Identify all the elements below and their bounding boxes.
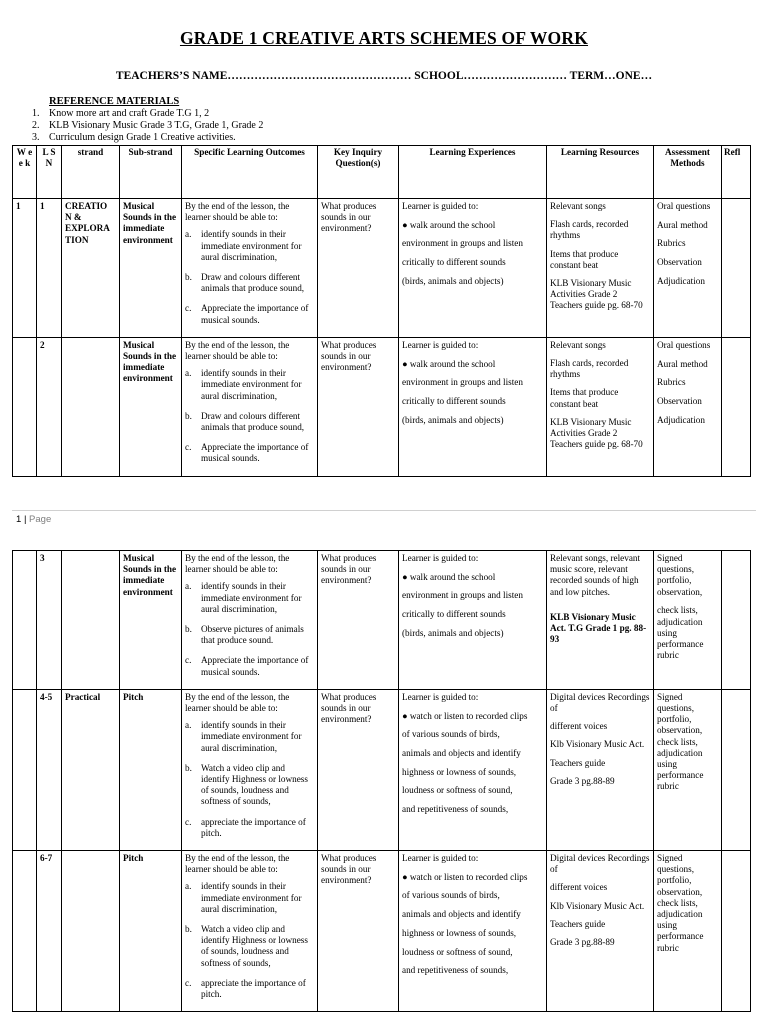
cell-learning-experiences: Learner is guided to: ● watch or listen to recorded clips of various sounds of birds, animals and objects and identify highness or lowness of sounds, loudness or softness of sound, and repetitiveness of sounds, [399,689,547,850]
cell-substrand: Musical Sounds in the immediate environment [120,337,182,476]
cell-assessment-methods: Signed questions, portfolio, observation, check lists, adjudication using performance rubric [654,689,722,850]
outcome-item: a. identify sounds in their immediate environment for aural discrimination, [185,720,302,753]
cell-inquiry-question: What produces sounds in our environment? [318,551,399,690]
outcome-item: c. Appreciate the importance of musical sounds. [185,303,309,325]
cell-learning-experiences: Learner is guided to: ● walk around the school environment in groups and listen critically to different sounds (birds, animals and objects) [399,199,547,338]
outcome-item: b. Draw and colours different animals that produce sound, [185,410,305,433]
outcome-item: b. Draw and colours different animals that produce sound, [185,272,305,294]
cell-strand [62,337,120,476]
outcome-item: a. identify sounds in their immediate environment for aural discrimination, [185,368,302,401]
header-assessment: Assessment Methods [654,146,722,199]
cell-assessment-methods: Signed questions, portfolio, observation, check lists, adjudication using performance rubric [654,551,722,690]
header-experiences: Learning Experiences [399,146,547,199]
header-substrand: Sub-strand [120,146,182,199]
cell-reflection [722,851,751,1012]
document-title: GRADE 1 CREATIVE ARTS SCHEMES OF WORK [179,28,589,48]
cell-inquiry-question: What produces sounds in our environment? [318,199,399,338]
cell-lsn: 6-7 [37,851,62,1012]
cell-inquiry-question: What produces sounds in our environment? [318,337,399,476]
table-row [13,689,751,850]
teachers-line: TEACHERS’S NAME………………………………………… SCHOOL……………………… TERM…ONE… [115,70,653,82]
cell-learning-experiences: Learner is guided to: ● walk around the school environment in groups and listen critically to different sounds (birds, animals and objects) [399,551,547,690]
cell-assessment-methods: Signed questions, portfolio, observation, check lists, adjudication using performance rubric [654,851,722,1012]
cell-lsn: 1 [37,199,62,338]
table-row [13,199,751,338]
cell-reflection [722,199,751,338]
header-strand: strand [62,146,120,199]
cell-assessment-methods: Oral questions Aural method Rubrics Observation Adjudication [654,199,722,338]
cell-learning-experiences: Learner is guided to: ● walk around the school environment in groups and listen critically to different sounds (birds, animals and objects) [399,337,547,476]
outcome-item: c. Appreciate the importance of musical sounds. [185,655,309,677]
outcome-item: a. identify sounds in their immediate environment for aural discrimination, [185,229,302,262]
reference-list [32,108,263,144]
outcome-item: a. identify sounds in their immediate environment for aural discrimination, [185,581,302,614]
cell-strand [62,851,120,1012]
outcome-item: c. Appreciate the importance of musical sounds. [185,442,309,464]
cell-reflection [722,551,751,690]
page-separator [12,510,756,511]
cell-week [13,337,37,476]
cell-inquiry-question: What produces sounds in our environment? [318,689,399,850]
cell-lsn: 3 [37,551,62,690]
cell-learning-resources: Relevant songs Flash cards, recorded rhythms Items that produce constant beat KLB Visionary Music Activities Grade 2 Teachers guide pg. 68-70 [547,337,654,476]
cell-week [13,851,37,1012]
outcome-item: b. Watch a video clip and identify Highness or lowness of sounds, loudness and softness of sounds, [185,924,308,968]
reference-heading: REFERENCE MATERIALS [49,96,180,107]
outcome-item: c. appreciate the importance of pitch. [185,816,306,838]
reference-item: 3. Curriculum design Grade 1 Creative activities. [32,132,236,143]
cell-learning-resources: Relevant songs Flash cards, recorded rhythms Items that produce constant beat KLB Visionary Music Activities Grade 2 Teachers guide pg. 68-70 [547,199,654,338]
cell-week [13,689,37,850]
cell-strand: CREATIO N & EXPLORA TION [62,199,120,338]
cell-lsn: 2 [37,337,62,476]
cell-learning-outcomes: By the end of the lesson, the learner should be able to: a. identify sounds in their immediate environment for aural discrimination, b. Draw and colours different animals that produce sound, c. Appreciate the importance of musical sounds. [182,337,318,476]
cell-substrand: Musical Sounds in the immediate environment [120,199,182,338]
table-row [13,337,751,476]
schemes-table-page-1 [12,145,751,477]
reference-item: 2. KLB Visionary Music Grade 3 T.G, Grade 1, Grade 2 [32,120,264,131]
table-row [13,851,751,1012]
cell-week [13,551,37,690]
cell-lsn: 4-5 [37,689,62,850]
page-label: Page [29,514,52,525]
page-number: 1 [16,514,22,525]
cell-learning-experiences: Learner is guided to: ● watch or listen to recorded clips of various sounds of birds, animals and objects and identify highness or lowness of sounds, loudness or softness of sound, and repetitiveness of sounds, [399,851,547,1012]
cell-learning-outcomes: By the end of the lesson, the learner should be able to: a. identify sounds in their immediate environment for aural discrimination, b. Watch a video clip and identify Highness or lowness of sounds, loudness and softness of sounds, c. appreciate the importance of pitch. [182,689,318,850]
cell-strand [62,551,120,690]
header-week: W e e k [13,146,37,199]
cell-learning-resources: Digital devices Recordings of different voices Klb Visionary Music Act. Teachers guide Grade 3 pg.88-89 [547,851,654,1012]
outcome-item: b. Observe pictures of animals that produce sound. [185,624,304,646]
schemes-table-page-2 [12,550,751,1012]
cell-substrand: Pitch [120,851,182,1012]
cell-learning-resources: Relevant songs, relevant music score, relevant recorded sounds of high and low pitches. KLB Visionary Music Act. T.G Grade 1 pg. 88-93 [547,551,654,690]
cell-reflection [722,689,751,850]
page-footer: 1 | Page [16,514,52,525]
outcome-item: c. appreciate the importance of pitch. [185,977,306,1000]
outcome-item: a. identify sounds in their immediate environment for aural discrimination, [185,881,302,914]
header-resources: Learning Resources [547,146,654,199]
cell-learning-outcomes: By the end of the lesson, the learner should be able to: a. identify sounds in their immediate environment for aural discrimination, b. Draw and colours different animals that produce sound, c. Appreciate the importance of musical sounds. [182,199,318,338]
cell-learning-resources: Digital devices Recordings of different voices Klb Visionary Music Act. Teachers guide Grade 3 pg.88-89 [547,689,654,850]
header-slo: Specific Learning Outcomes [182,146,318,199]
cell-week: 1 [13,199,37,338]
cell-strand: Practical [62,689,120,850]
reference-item: 1. Know more art and craft Grade T.G 1, 2 [32,108,210,119]
cell-substrand: Pitch [120,689,182,850]
outcome-item: b. Watch a video clip and identify Highness or lowness of sounds, loudness and softness of sounds, [185,762,308,807]
cell-inquiry-question: What produces sounds in our environment? [318,851,399,1012]
table-header-row [13,146,751,199]
cell-learning-outcomes: By the end of the lesson, the learner should be able to: a. identify sounds in their immediate environment for aural discrimination, b. Watch a video clip and identify Highness or lowness of sounds, loudness and softness of sounds, c. appreciate the importance of pitch. [182,851,318,1012]
cell-assessment-methods: Oral questions Aural method Rubrics Observation Adjudication [654,337,722,476]
cell-substrand: Musical Sounds in the immediate environment [120,551,182,690]
cell-learning-outcomes: By the end of the lesson, the learner should be able to: a. identify sounds in their immediate environment for aural discrimination, b. Observe pictures of animals that produce sound. c. Appreciate the importance of musical sounds. [182,551,318,690]
table-row [13,551,751,690]
header-kiq: Key Inquiry Question(s) [318,146,399,199]
header-lsn: L S N [37,146,62,199]
cell-reflection [722,337,751,476]
header-reflection: Refl [722,146,751,199]
